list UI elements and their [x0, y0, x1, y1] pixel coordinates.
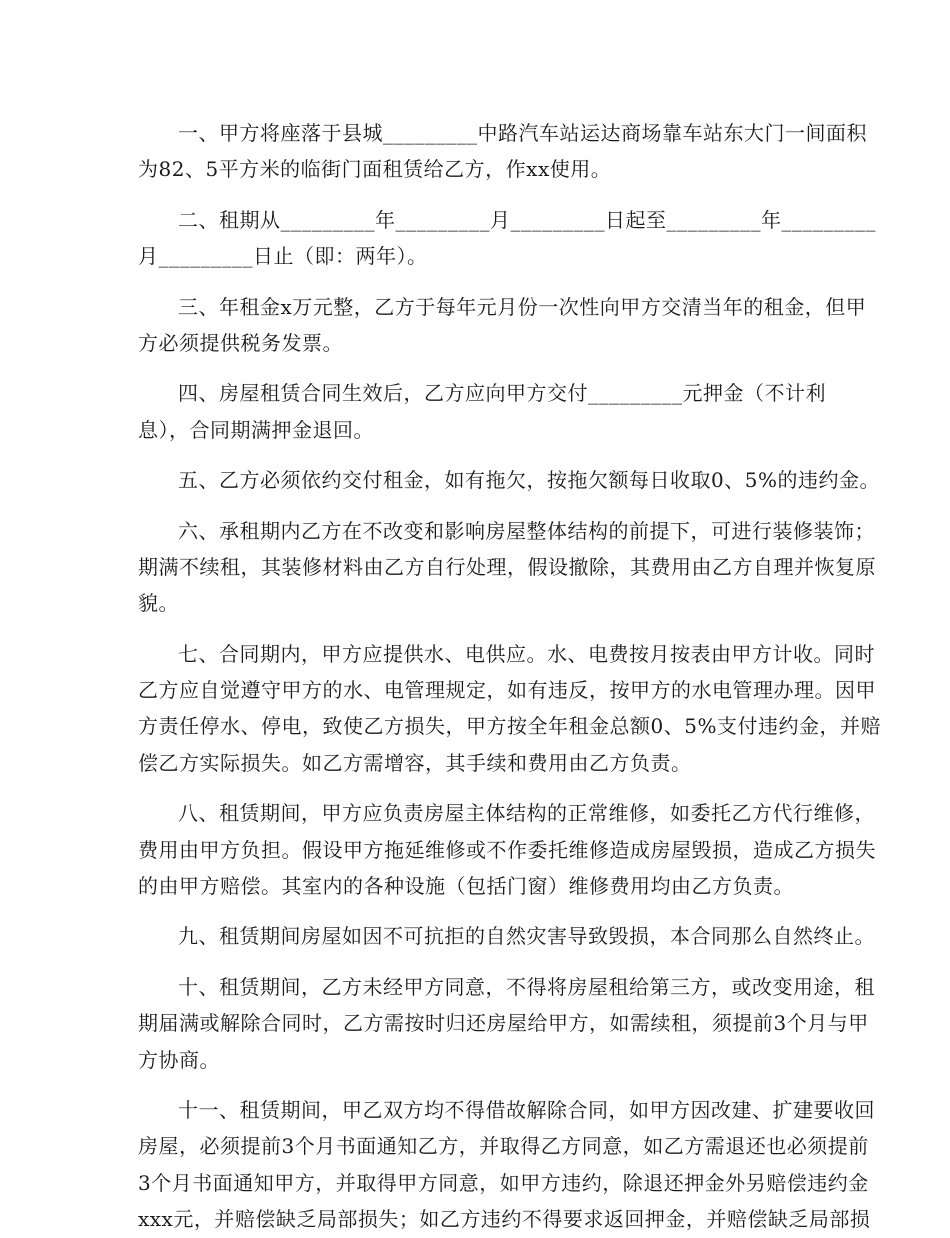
- clause-2-line-1: 二、租期从_________年_________月_________日起至_________年_________: [178, 207, 876, 232]
- clause-8-line-1: 八、租赁期间，甲方应负责房屋主体结构的正常维修，如委托乙方代行维修，: [178, 801, 875, 826]
- clause-1-line-1: 一、甲方将座落于县城_________中路汽车站运达商场靠车站东大门一间面积: [178, 121, 867, 145]
- clause-7-line-2: 乙方应自觉遵守甲方的水、电管理规定，如有违反，按甲方的水电管理办理。因甲: [138, 678, 876, 703]
- clause-3: [138, 289, 867, 362]
- clause-11: [138, 1092, 875, 1238]
- clause-6: [138, 513, 876, 622]
- clause-6-line-3: 貌。: [138, 591, 179, 616]
- clause-2-line-2: 月_________日止（即：两年）。: [138, 244, 428, 269]
- clause-6-line-1: 六、承租期内乙方在不改变和影响房屋整体结构的前提下，可进行装修装饰；: [178, 518, 875, 543]
- clause-7: [138, 636, 881, 782]
- clause-9-line-1: 九、租赁期间房屋如因不可抗拒的自然灾害导致毁损，本合同那么自然终止。: [178, 924, 875, 949]
- clause-5: [138, 462, 880, 498]
- clause-3-line-1: 三、年租金x万元整，乙方于每年元月份一次性向甲方交清当年的租金，但甲: [178, 294, 867, 319]
- clause-2: [138, 202, 876, 275]
- clause-11-line-1: 十一、租赁期间，甲乙双方均不得借故解除合同，如甲方因改建、扩建要收回: [178, 1097, 875, 1122]
- clause-10-line-1: 十、租赁期间，乙方未经甲方同意，不得将房屋租给第三方，或改变用途，租: [178, 974, 875, 999]
- clause-4: [138, 375, 826, 448]
- clause-11-line-4: xxx元，并赔偿缺乏局部损失；如乙方违约不得要求返回押金，并赔偿缺乏局部损: [138, 1207, 871, 1232]
- contract-body: [138, 115, 881, 1238]
- clause-8-line-2: 费用由甲方负担。假设甲方拖延维修或不作委托维修造成房屋毁损，造成乙方损失: [138, 837, 876, 862]
- clause-6-line-2: 期满不续租，其装修材料由乙方自行处理，假设撤除，其费用由乙方自理并恢复原: [138, 554, 876, 579]
- clause-7-line-4: 偿乙方实际损失。如乙方需增容，其手续和费用由乙方负责。: [138, 750, 692, 775]
- clause-11-line-3: 3个月书面通知甲方，并取得甲方同意，如甲方违约，除退还押金外另赔偿违约金: [138, 1170, 869, 1195]
- clause-1-line-2: 为82、5平方米的临街门面租赁给乙方，作xx使用。: [138, 157, 612, 182]
- clause-7-line-3: 方责任停水、停电，致使乙方损失，甲方按全年租金总额0、5%支付违约金，并赔: [138, 714, 881, 739]
- clause-4-line-2: 息），合同期满押金退回。: [138, 417, 374, 442]
- clause-11-line-2: 房屋，必须提前3个月书面通知乙方，并取得乙方同意，如乙方需退还也必须提前: [138, 1134, 869, 1159]
- clause-4-line-1: 四、房屋租赁合同生效后，乙方应向甲方交付_________元押金（不计利: [178, 381, 826, 406]
- clause-10: [138, 969, 875, 1078]
- clause-9: [138, 918, 875, 954]
- clause-10-line-3: 方协商。: [138, 1047, 220, 1072]
- clause-3-line-2: 方必须提供税务发票。: [138, 330, 343, 355]
- clause-7-line-1: 七、合同期内，甲方应提供水、电供应。水、电费按月按表由甲方计收。同时: [178, 641, 875, 666]
- clause-5-line-1: 五、乙方必须依约交付租金，如有拖欠，按拖欠额每日收取0、5%的违约金。: [178, 468, 880, 493]
- clause-10-line-2: 期届满或解除合同时，乙方需按时归还房屋给甲方，如需续租，须提前3个月与甲: [138, 1011, 869, 1036]
- clause-8-line-3: 的由甲方赔偿。其室内的各种设施（包括门窗）维修费用均由乙方负责。: [138, 874, 794, 899]
- clause-8: [138, 795, 876, 904]
- clause-1: [138, 115, 867, 188]
